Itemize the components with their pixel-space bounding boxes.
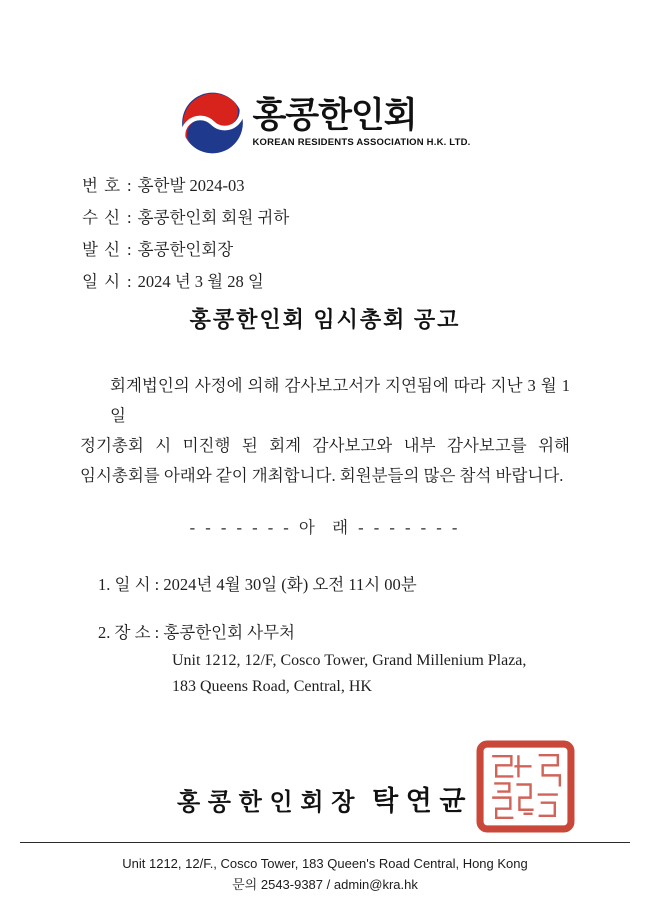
meta-separator: : [127,272,132,291]
meta-row-sender [82,234,289,266]
red-seal-stamp-icon [475,739,576,834]
meta-row-recipient [82,202,289,234]
document-title: 홍콩한인회 임시총회 공고 [189,307,461,332]
meta-separator: : [127,176,132,195]
item-venue: 2. 장 소 : 홍콩한인회 사무처 [98,623,295,642]
meta-row-date [82,266,289,298]
body-paragraph [80,371,570,491]
meta-separator: : [127,240,132,259]
meta-label: 수 신 [82,208,122,227]
venue-address-line1: Unit 1212, 12/F, Cosco Tower, Grand Millenium Plaza, [172,652,527,669]
meta-value: 2024 년 3 월 28 일 [137,272,264,291]
body-line: 회계법인의 사정에 의해 감사보고서가 지연됨에 따라 지난 3 월 1 일 [110,376,570,425]
signer-name: 탁연균 [372,786,474,816]
logo-text [252,98,470,148]
meta-value: 홍한발 2024-03 [137,176,245,195]
meta-label: 일 시 [82,272,122,291]
org-name-english: KOREAN RESIDENTS ASSOCIATION H.K. LTD. [252,137,471,148]
meta-value: 홍콩한인회 회원 귀하 [137,208,290,227]
meta-label: 번 호 [82,176,122,195]
footer-address: Unit 1212, 12/F., Cosco Tower, 183 Queen's Road Central, Hong Kong [122,856,528,871]
venue-address [172,648,526,700]
section-divider: - - - - - - - 아 래 - - - - - - - [189,518,461,537]
document-meta [82,170,289,298]
meta-label: 발 신 [82,240,122,259]
signer-title: 홍콩한인회장 [176,790,363,816]
meta-separator: : [127,208,132,227]
body-line: 정기총회 시 미진행 된 회계 감사보고와 내부 감사보고를 위해 [80,436,570,455]
meta-row-number [82,170,289,202]
taegeuk-logo-icon [179,90,245,156]
org-name-korean: 홍콩한인회 [252,96,417,135]
venue-address-line2: 183 Queens Road, Central, HK [172,678,372,695]
footer-contact: 문의 2543-9387 / admin@kra.hk [232,877,418,892]
meta-value: 홍콩한인회장 [137,240,234,259]
item-datetime: 1. 일 시 : 2024년 4월 30일 (화) 오전 11시 00분 [98,575,417,594]
footer [0,853,650,895]
body-line: 임시총회를 아래와 같이 개최합니다. 회원분들의 많은 참석 바랍니다. [80,466,564,485]
footer-divider-line [20,842,630,843]
org-logo [179,90,470,156]
